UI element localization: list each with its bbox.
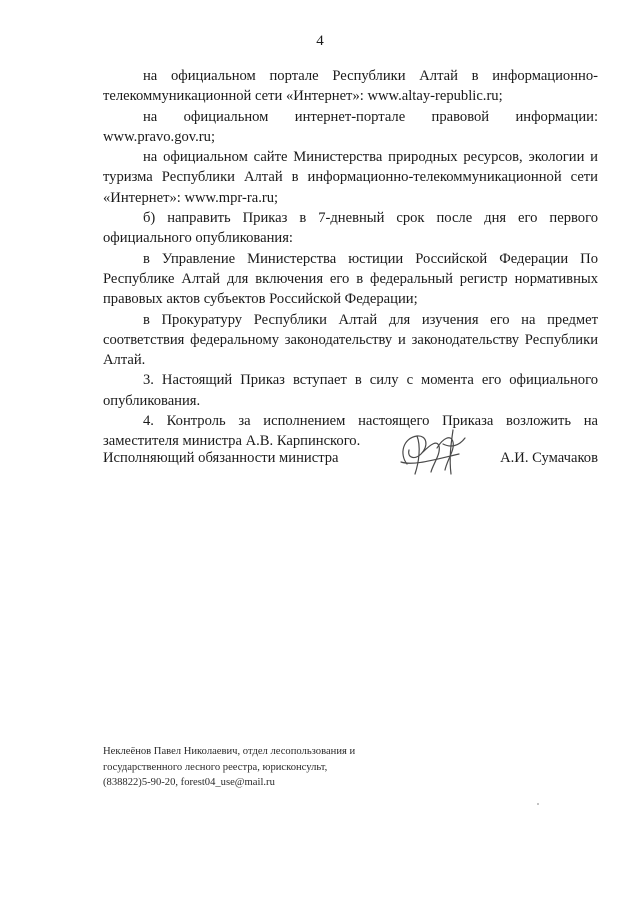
- signer-name: А.И. Сумачаков: [500, 450, 598, 466]
- signer-title: Исполняющий обязанности министра: [103, 450, 339, 466]
- paragraph-prosecutor: в Прокуратуру Республики Алтай для изучения его на предмет соответствия федеральному законодательству и законодательству Республики Алтай.: [103, 311, 598, 369]
- scan-speck: [537, 803, 539, 805]
- paragraph-ministry-site: на официальном сайте Министерства природных ресурсов, экологии и туризма Республики Алтай в информационно-телекоммуникационной сети «Интернет»: www.mpr-ra.ru;: [103, 149, 598, 206]
- page-number: 4: [316, 33, 324, 49]
- executor-note: [103, 744, 423, 791]
- paragraph-control: 4. Контроль за исполнением настоящего Приказа возложить на заместителя министра А.В. Карпинского.: [103, 413, 598, 450]
- paragraph-entry-into-force: 3. Настоящий Приказ вступает в силу с момента его официального опубликования.: [103, 372, 598, 409]
- handwritten-signature: [393, 424, 473, 480]
- paragraph-send-order: б) направить Приказ в 7-дневный срок после дня его первого официального опубликования:: [103, 210, 598, 247]
- document-body: [103, 66, 598, 452]
- paragraph-justice-ministry: в Управление Министерства юстиции Российской Федерации По Республике Алтай для включения его в федеральный регистр нормативных правовых актов субъектов Российской Федерации;: [103, 250, 598, 308]
- executor-line: Неклеёнов Павел Николаевич, отдел лесопользования и: [103, 746, 356, 757]
- paragraph-pravo-portal: на официальном интернет-портале правовой информации: www.pravo.gov.ru;: [103, 108, 598, 145]
- executor-line: государственного лесного реестра, юрисконсульт,: [103, 761, 328, 773]
- executor-line: (838822)5-90-20, forest04_use@mail.ru: [103, 777, 275, 788]
- signature-block: [103, 440, 598, 500]
- paragraph-portal-altay: на официальном портале Республики Алтай в информационно-телекоммуникационной сети «Интернет»: www.altay-republic.ru;: [103, 68, 598, 105]
